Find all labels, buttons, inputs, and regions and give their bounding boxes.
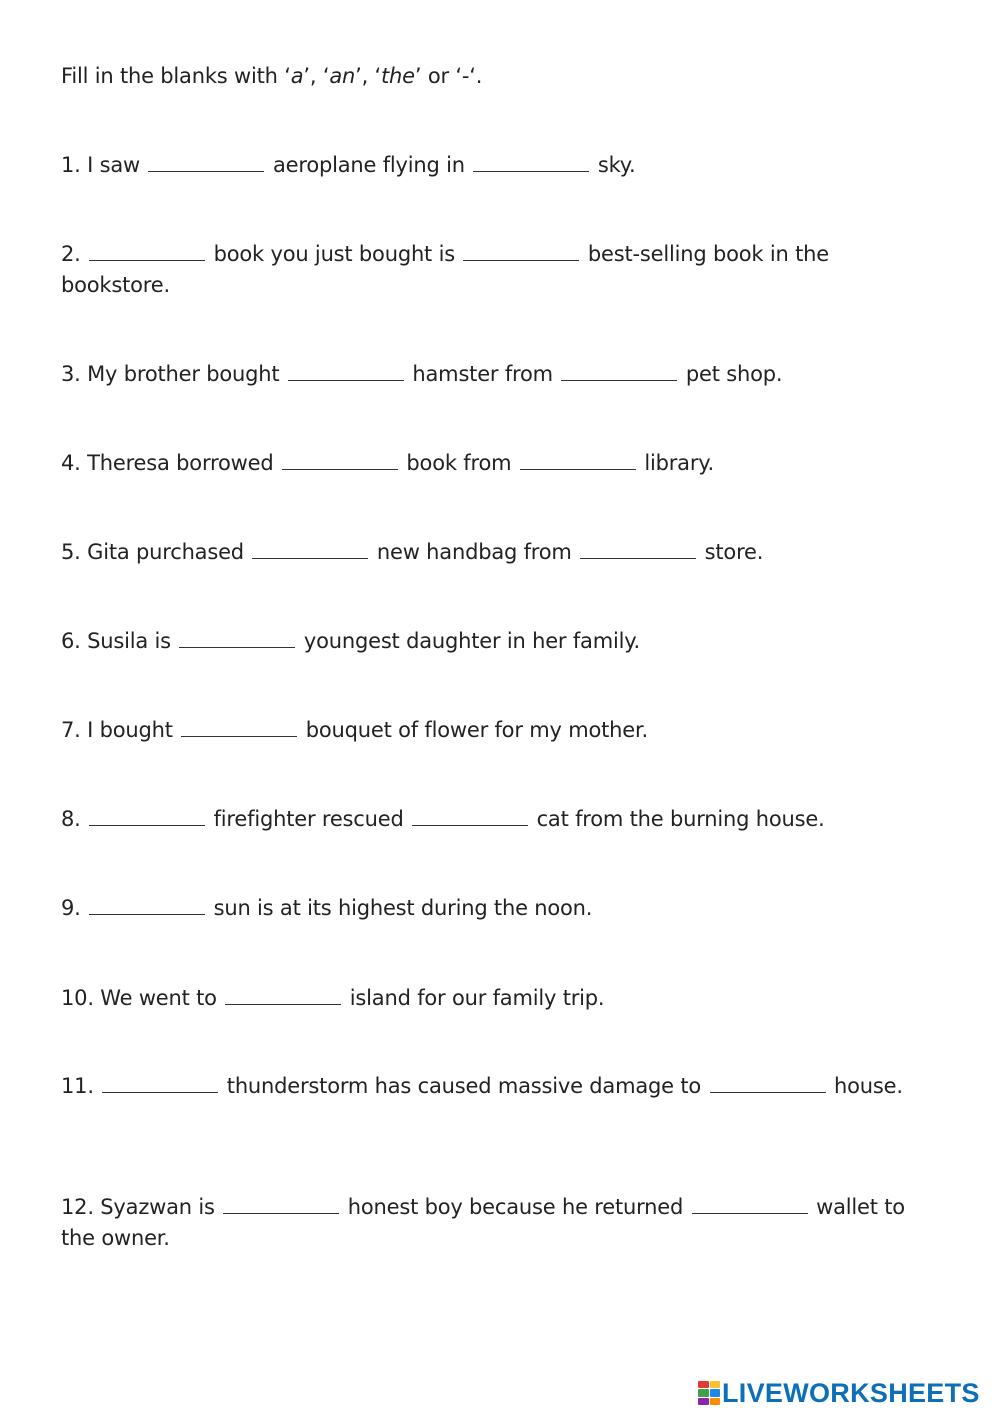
question-number: 10.: [61, 986, 94, 1010]
instruction-prefix: Fill in the blanks with: [61, 64, 285, 88]
answer-blank[interactable]: [288, 361, 404, 381]
question-number: 6.: [61, 629, 81, 653]
question-text: sun is at its highest during the noon.: [213, 896, 593, 920]
question-4: [61, 448, 941, 479]
question-text: My brother bought: [87, 362, 280, 386]
question-text: thunderstorm has caused massive damage to: [226, 1074, 702, 1098]
liveworksheets-logo: [698, 1378, 980, 1408]
question-1: [61, 150, 941, 181]
question-text: library.: [644, 451, 714, 475]
question-text: honest boy because he returned: [347, 1195, 684, 1219]
logo-text: LIVEWORKSHEETS: [722, 1378, 980, 1408]
option-the: the: [381, 64, 415, 88]
answer-blank[interactable]: [520, 450, 636, 470]
question-number: 4.: [61, 451, 81, 475]
question-8: [61, 804, 941, 835]
answer-blank[interactable]: [580, 539, 696, 559]
question-text: store.: [704, 540, 764, 564]
question-text: youngest daughter in her family.: [303, 629, 640, 653]
question-text: hamster from: [412, 362, 553, 386]
answer-blank[interactable]: [473, 152, 589, 172]
question-number: 5.: [61, 540, 81, 564]
answer-blank[interactable]: [710, 1073, 826, 1093]
question-text: cat from the burning house.: [536, 807, 825, 831]
question-text: We went to: [100, 986, 217, 1010]
question-number: 2.: [61, 242, 81, 266]
question-text: Theresa borrowed: [87, 451, 274, 475]
answer-blank[interactable]: [179, 628, 295, 648]
question-number: 9.: [61, 896, 81, 920]
question-10: [61, 983, 941, 1014]
question-9: [61, 893, 941, 924]
question-text: island for our family trip.: [349, 986, 605, 1010]
question-number: 11.: [61, 1074, 94, 1098]
answer-blank[interactable]: [181, 717, 297, 737]
question-7: [61, 715, 941, 746]
answer-blank[interactable]: [282, 450, 398, 470]
answer-blank[interactable]: [102, 1073, 218, 1093]
answer-blank[interactable]: [561, 361, 677, 381]
question-text: bouquet of flower for my mother.: [305, 718, 648, 742]
question-text: house.: [834, 1074, 903, 1098]
instruction-or: or: [421, 64, 456, 88]
question-text: firefighter rescued: [213, 807, 404, 831]
question-text: best-selling book in the bookstore.: [61, 242, 829, 297]
answer-blank[interactable]: [412, 806, 528, 826]
question-number: 8.: [61, 807, 81, 831]
answer-blank[interactable]: [89, 895, 205, 915]
question-5: [61, 537, 941, 568]
option-a: a: [290, 64, 304, 88]
question-text: aeroplane flying in: [272, 153, 465, 177]
answer-blank[interactable]: [463, 241, 579, 261]
question-text: I saw: [87, 153, 140, 177]
question-3: [61, 359, 941, 390]
option-dash: ‘-‘.: [455, 64, 483, 88]
question-text: Susila is: [87, 629, 171, 653]
question-6: [61, 626, 941, 657]
question-number: 7.: [61, 718, 81, 742]
answer-blank[interactable]: [692, 1194, 808, 1214]
answer-blank[interactable]: [223, 1194, 339, 1214]
question-number: 12.: [61, 1195, 94, 1219]
question-text: sky.: [597, 153, 636, 177]
question-11: [61, 1071, 941, 1102]
question-number: 3.: [61, 362, 81, 386]
answer-blank[interactable]: [225, 985, 341, 1005]
answer-blank[interactable]: [89, 806, 205, 826]
question-text: wallet to the owner.: [61, 1195, 905, 1250]
question-text: pet shop.: [685, 362, 783, 386]
question-number: 1.: [61, 153, 81, 177]
question-text: Syazwan is: [100, 1195, 215, 1219]
option-an: an: [329, 64, 356, 88]
question-text: Gita purchased: [87, 540, 244, 564]
question-text: I bought: [87, 718, 173, 742]
liveworksheets-logo-icon: [698, 1381, 720, 1405]
answer-blank[interactable]: [148, 152, 264, 172]
question-text: book from: [406, 451, 512, 475]
instruction: Fill in the blanks with ‘a’, ‘an’, ‘the’ or ‘-‘.: [61, 64, 483, 88]
question-text: book you just bought is: [213, 242, 455, 266]
answer-blank[interactable]: [89, 241, 205, 261]
answer-blank[interactable]: [252, 539, 368, 559]
question-12: [61, 1192, 941, 1254]
question-text: new handbag from: [376, 540, 572, 564]
question-2: [61, 239, 941, 301]
